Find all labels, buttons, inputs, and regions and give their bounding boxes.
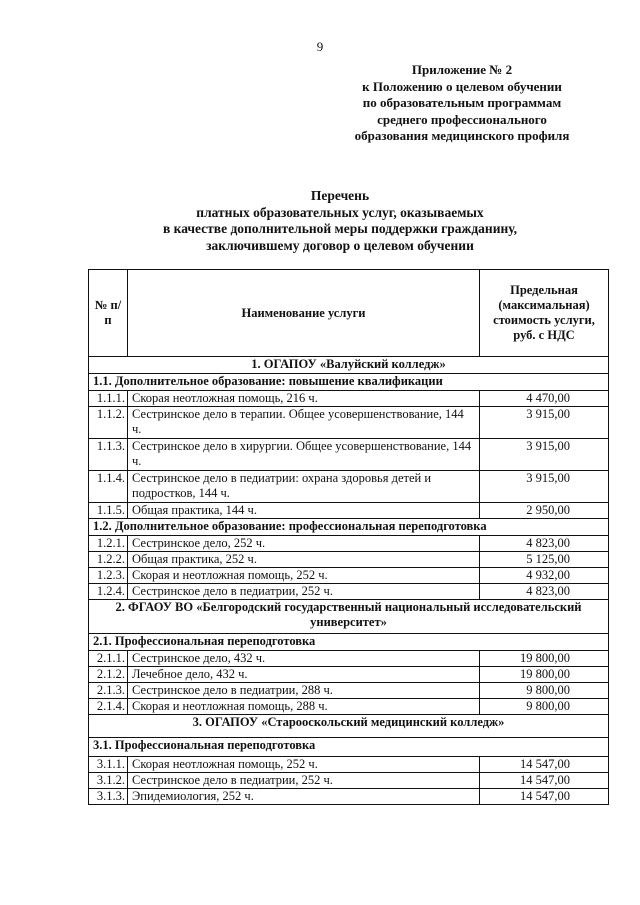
row-num: 1.1.1. <box>89 391 128 407</box>
header-num: № п/п <box>89 270 128 357</box>
row-name: Скорая неотложная помощь, 216 ч. <box>128 391 480 407</box>
table-row <box>89 757 609 773</box>
row-num: 1.2.4. <box>89 584 128 600</box>
table-row <box>89 699 609 715</box>
appendix-line: образования медицинского профиля <box>354 128 570 143</box>
row-price: 2 950,00 <box>480 503 609 519</box>
row-num: 1.1.4. <box>89 471 128 503</box>
row-price: 4 470,00 <box>480 391 609 407</box>
section-heading: 2.1. Профессиональная переподготовка <box>89 634 609 651</box>
appendix-line: среднего профессионального <box>377 111 547 127</box>
row-num: 3.1.3. <box>89 789 128 805</box>
row-name: Эпидемиология, 252 ч. <box>128 789 480 805</box>
row-price: 3 915,00 <box>480 471 609 503</box>
row-name: Скорая и неотложная помощь, 288 ч. <box>128 699 480 715</box>
header-name: Наименование услуги <box>128 270 480 357</box>
appendix-line: к Положению о целевом обучении <box>362 78 562 94</box>
table-header-row <box>89 270 609 357</box>
services-table <box>88 269 609 805</box>
row-price: 9 800,00 <box>480 683 609 699</box>
row-name: Сестринское дело в педиатрии, 288 ч. <box>128 683 480 699</box>
page-number: 9 <box>316 39 324 54</box>
section-heading: 1.2. Дополнительное образование: профессиональная переподготовка <box>89 519 609 536</box>
table-row <box>89 667 609 683</box>
table-row <box>89 651 609 667</box>
row-price: 19 800,00 <box>480 651 609 667</box>
org-heading: 3. ОГАПОУ «Старооскольский медицинский колледж» <box>89 715 609 738</box>
row-name: Сестринское дело в хирургии. Общее усовершенствование, 144 ч. <box>128 439 480 471</box>
row-price: 4 823,00 <box>480 536 609 552</box>
table-row <box>89 536 609 552</box>
section-heading: 1.1. Дополнительное образование: повышение квалификации <box>89 374 609 391</box>
org-heading: 1. ОГАПОУ «Валуйский колледж» <box>89 357 609 374</box>
row-num: 1.1.5. <box>89 503 128 519</box>
table-row <box>89 407 609 439</box>
row-num: 1.1.2. <box>89 407 128 439</box>
row-name: Скорая и неотложная помощь, 252 ч. <box>128 568 480 584</box>
row-num: 1.1.3. <box>89 439 128 471</box>
row-price: 3 915,00 <box>480 407 609 439</box>
row-price: 14 547,00 <box>480 757 609 773</box>
row-num: 2.1.1. <box>89 651 128 667</box>
row-price: 19 800,00 <box>480 667 609 683</box>
title-line: в качестве дополнительной меры поддержки гражданину, <box>162 221 518 236</box>
table-row <box>89 683 609 699</box>
row-price: 14 547,00 <box>480 773 609 789</box>
row-name: Общая практика, 252 ч. <box>128 552 480 568</box>
table-row <box>89 789 609 805</box>
appendix-block <box>312 62 612 145</box>
row-name: Сестринское дело в педиатрии, 252 ч. <box>128 584 480 600</box>
row-num: 2.1.2. <box>89 667 128 683</box>
appendix-line: Приложение № 2 <box>411 62 513 77</box>
row-name: Сестринское дело в педиатрии: охрана здоровья детей и подростков, 144 ч. <box>128 471 480 503</box>
title-line: заключившему договор о целевом обучении <box>206 237 474 253</box>
table-row <box>89 773 609 789</box>
table-row <box>89 391 609 407</box>
table-row <box>89 471 609 503</box>
row-name: Сестринское дело в терапии. Общее усовершенствование, 144 ч. <box>128 407 480 439</box>
row-num: 3.1.2. <box>89 773 128 789</box>
table-row <box>89 584 609 600</box>
org-heading: 2. ФГАОУ ВО «Белгородский государственный национальный исследовательский университет» <box>89 600 609 634</box>
section-heading: 3.1. Профессиональная переподготовка <box>89 738 609 757</box>
row-num: 3.1.1. <box>89 757 128 773</box>
table-row <box>89 439 609 471</box>
header-price: Предельная (максимальная) стоимость услуги, руб. с НДС <box>480 270 609 357</box>
row-name: Сестринское дело в педиатрии, 252 ч. <box>128 773 480 789</box>
row-price: 3 915,00 <box>480 439 609 471</box>
table-row <box>89 503 609 519</box>
document-title <box>100 188 580 254</box>
title-line: Перечень <box>310 188 370 203</box>
row-name: Сестринское дело, 432 ч. <box>128 651 480 667</box>
row-name: Скорая неотложная помощь, 252 ч. <box>128 757 480 773</box>
row-price: 4 932,00 <box>480 568 609 584</box>
row-price: 4 823,00 <box>480 584 609 600</box>
appendix-line: по образовательным программам <box>362 95 562 110</box>
row-price: 5 125,00 <box>480 552 609 568</box>
row-num: 1.2.2. <box>89 552 128 568</box>
table-row <box>89 568 609 584</box>
row-name: Лечебное дело, 432 ч. <box>128 667 480 683</box>
title-line: платных образовательных услуг, оказываемых <box>196 204 484 220</box>
row-num: 1.2.1. <box>89 536 128 552</box>
row-num: 2.1.3. <box>89 683 128 699</box>
row-num: 2.1.4. <box>89 699 128 715</box>
row-name: Общая практика, 144 ч. <box>128 503 480 519</box>
table-row <box>89 552 609 568</box>
row-price: 14 547,00 <box>480 789 609 805</box>
row-price: 9 800,00 <box>480 699 609 715</box>
row-num: 1.2.3. <box>89 568 128 584</box>
row-name: Сестринское дело, 252 ч. <box>128 536 480 552</box>
